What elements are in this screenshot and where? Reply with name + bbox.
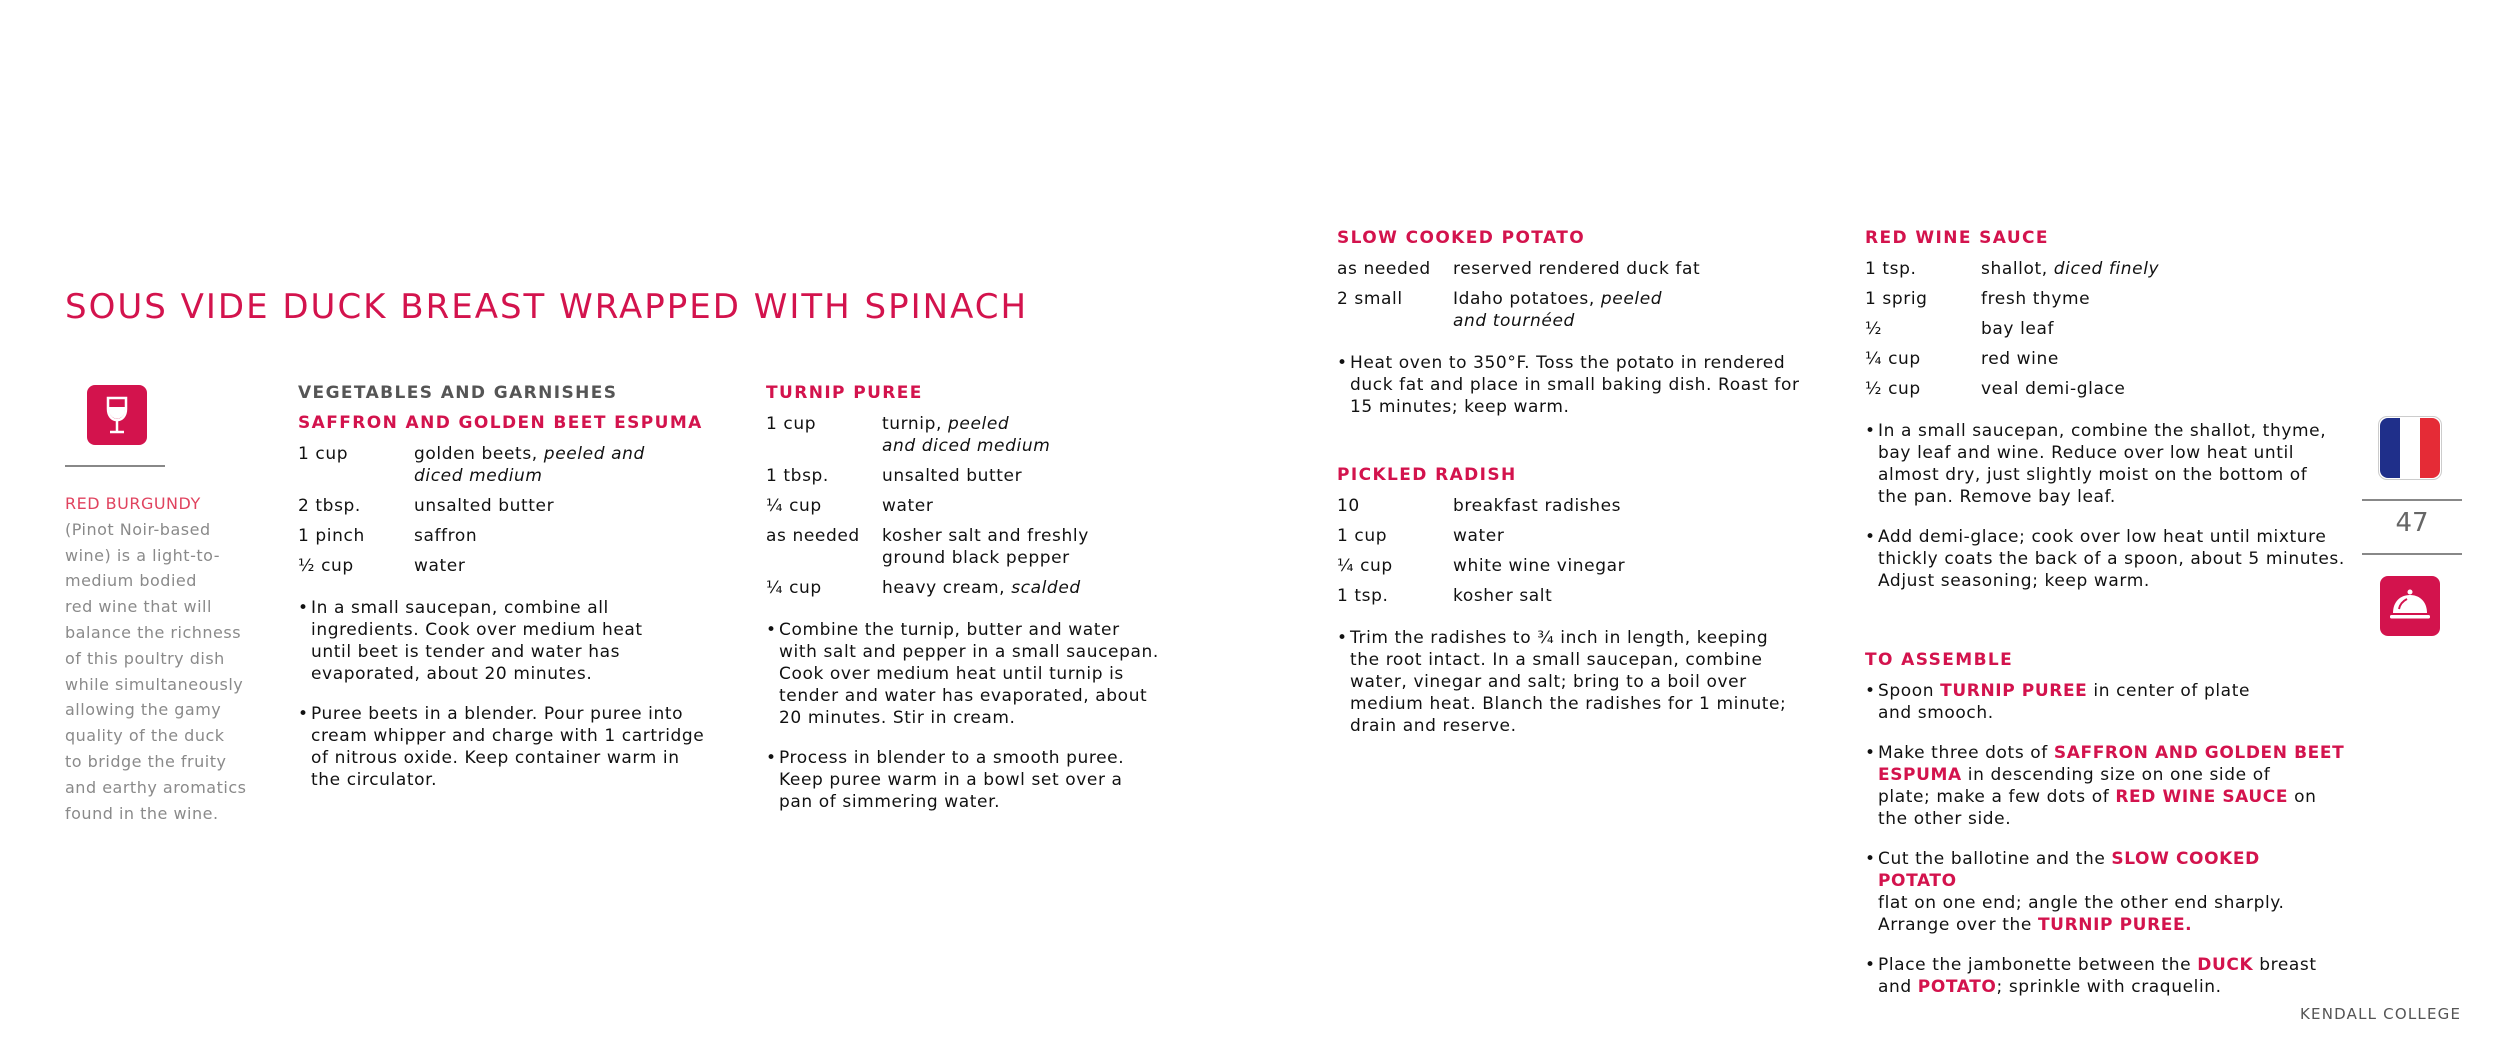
method-step [1865,680,2345,724]
component-reference: POTATO [1917,977,1997,997]
divider [2362,499,2462,501]
ingredient-name: water [882,496,934,516]
divider [2362,553,2462,555]
method-line: Add demi-glace; cook over low heat until mixture [1878,527,2327,547]
method-text: Make three dots of [1878,743,2054,763]
ingredient-note: peeled [948,414,1010,434]
ingredient-note: and diced medium [882,436,1051,456]
method-line: 20 minutes. Stir in cream. [779,708,1016,728]
method-step-text [1878,526,2345,592]
ingredient-item [1453,495,1807,517]
ingredient-qty: ¼ cup [1337,556,1393,576]
ingredient-name: water [414,556,466,576]
ingredient-name: Idaho potatoes, [1453,289,1601,309]
wine-pairing-note [65,491,250,826]
ingredient-row [1337,258,1807,280]
method-text: breast [2253,955,2317,975]
ingredient-item [882,525,1166,569]
method-line: until beet is tender and water has [311,642,621,662]
ingredient-row [298,555,718,577]
method-line: Process in blender to a smooth puree. [779,748,1125,768]
ingredient-qty: 1 cup [1337,526,1388,546]
method-text: flat on one end; angle the other end sharply. [1878,893,2285,913]
ingredient-name: unsalted butter [882,466,1023,486]
ingredient-name: bay leaf [1981,319,2055,339]
method-text: Spoon [1878,681,1941,701]
ingredient-qty: 2 small [1337,289,1403,309]
ingredient-name: unsalted butter [414,496,555,516]
sauce-section [1865,228,2345,610]
ingredient-item [414,555,718,577]
wine-description-line: while simultaneously [65,674,244,694]
section-heading: PICKLED RADISH [1337,465,1517,485]
page-number: 47 [2395,508,2429,538]
component-reference: ESPUMA [1878,765,1962,785]
ingredient-row [298,495,718,517]
ingredient-qty: ¼ cup [766,496,822,516]
ingredient-name: red wine [1981,349,2059,369]
method-list [298,597,718,791]
method-step-text [1350,627,1807,737]
method-list [1337,352,1807,418]
ingredient-name: reserved rendered duck fat [1453,259,1701,279]
wine-name: RED BURGUNDY [65,494,201,513]
method-line: of nitrous oxide. Keep container warm in [311,748,680,768]
ingredient-qty: as needed [1337,259,1431,279]
method-list [766,619,1166,813]
wine-description-line: found in the wine. [65,803,219,823]
component-reference: DUCK [2197,955,2254,975]
section-subheading: SAFFRON AND GOLDEN BEET ESPUMA [298,413,703,433]
bullet-dot: • [298,598,309,618]
wine-description-line: balance the richness [65,622,242,642]
method-step [1865,848,2345,936]
wine-description-line: of this poultry dish [65,648,225,668]
wine-description-line: and earthy aromatics [65,777,247,797]
ingredient-qty: 1 tsp. [1337,586,1389,606]
ingredient-name: shallot, [1981,259,2054,279]
method-list [1337,627,1807,737]
veg-section [298,383,718,809]
method-line: bay leaf and wine. Reduce over low heat until [1878,443,2295,463]
wine-description [65,517,250,827]
ingredient-list [1337,258,1807,332]
ingredient-row [766,495,1166,517]
method-text: in center of plate [2087,681,2251,701]
method-step [1865,954,2345,998]
method-step [1865,526,2345,592]
method-step-text [311,597,718,685]
method-step [1865,742,2345,830]
ingredient-qty: ½ cup [298,556,354,576]
method-text: Arrange over the [1878,915,2038,935]
method-text: Cut the ballotine and the [1878,849,2112,869]
method-line: Trim the radishes to ¾ inch in length, keeping [1350,628,1769,648]
ingredient-item [1453,525,1807,547]
ingredient-row [766,465,1166,487]
ingredient-item [882,577,1166,599]
component-reference: SLOW COOKED POTATO [1878,849,2260,891]
ingredient-row [1337,495,1807,517]
method-line: the root intact. In a small saucepan, combine [1350,650,1763,670]
ingredient-row [1865,318,2345,340]
method-text: and smooch. [1878,703,1994,723]
ingredient-qty: 2 tbsp. [298,496,361,516]
bullet-dot: • [298,704,309,724]
method-line: the pan. Remove bay leaf. [1878,487,2116,507]
ingredient-row [766,577,1166,599]
wine-description-line: wine) is a light-to- [65,545,220,565]
ingredient-row [1337,555,1807,577]
section-heading: VEGETABLES AND GARNISHES [298,383,618,403]
method-line: with salt and pepper in a small saucepan. [779,642,1159,662]
bullet-dot: • [1865,955,1876,975]
method-step [1337,627,1807,737]
component-reference: SAFFRON AND GOLDEN BEET [2053,743,2345,763]
method-step [766,747,1166,813]
method-line: Puree beets in a blender. Pour puree into [311,704,684,724]
wine-description-line: quality of the duck [65,726,225,746]
ingredient-name: golden beets, [414,444,544,464]
footer-brand: KENDALL COLLEGE [2300,1005,2462,1023]
serving-cloche-icon [2380,576,2440,636]
bullet-dot: • [1865,421,1876,441]
potato-section [1337,228,1807,436]
section-heading: SLOW COOKED POTATO [1337,228,1586,248]
method-line: ingredients. Cook over medium heat [311,620,643,640]
component-reference: TURNIP PUREE. [2037,915,2193,935]
ingredient-row [1865,378,2345,400]
ingredient-row [1337,525,1807,547]
ingredient-qty: 1 cup [766,414,817,434]
method-step [1337,352,1807,418]
ingredient-note: diced finely [2053,259,2160,279]
radish-section [1337,465,1807,755]
ingredient-name: kosher salt and freshly [882,526,1089,546]
section-heading: TURNIP PUREE [766,383,923,403]
method-line: thickly coats the back of a spoon, about 5 minutes. [1878,549,2345,569]
method-step [298,597,718,685]
ingredient-item [1981,318,2345,340]
ingredient-name: water [1453,526,1505,546]
method-line: drain and reserve. [1350,716,1517,736]
method-text: Place the jambonette between the [1878,955,2198,975]
ingredient-name: veal demi-glace [1981,379,2126,399]
ingredient-row [298,443,718,487]
ingredient-row [1865,258,2345,280]
method-line: Cook over medium heat until turnip is [779,664,1124,684]
bullet-dot: • [766,620,777,640]
method-line: Keep puree warm in a bowl set over a [779,770,1123,790]
ingredient-item [414,495,718,517]
method-step-text [1878,420,2345,508]
method-line: In a small saucepan, combine the shallot, thyme, [1878,421,2327,441]
bullet-dot: • [1865,527,1876,547]
ingredient-item [1453,258,1807,280]
ingredient-item [882,465,1166,487]
section-heading: TO ASSEMBLE [1865,650,2014,670]
method-line: evaporated, about 20 minutes. [311,664,593,684]
ingredient-qty: ¼ cup [1865,349,1921,369]
ingredient-row [1865,288,2345,310]
ingredient-item [882,495,1166,517]
ingredient-name: white wine vinegar [1453,556,1626,576]
ingredient-name: breakfast radishes [1453,496,1622,516]
ingredient-qty: 1 sprig [1865,289,1928,309]
ingredient-item [1453,555,1807,577]
assemble-section [1865,650,2345,1016]
method-list [1865,680,2345,998]
method-step-text [1878,954,2345,998]
ingredient-item [882,413,1166,457]
ingredient-item [414,443,718,487]
turnip-section [766,383,1166,831]
wine-glass-icon [87,385,147,445]
ingredient-note: scalded [1011,578,1081,598]
ingredient-list [766,413,1166,599]
method-step [766,619,1166,729]
divider [65,465,165,467]
bullet-dot: • [766,748,777,768]
method-step-text [311,703,718,791]
page-title: SOUS VIDE DUCK BREAST WRAPPED WITH SPINACH [65,287,1029,327]
ingredient-qty: ½ [1865,319,1883,339]
ingredient-qty: ¼ cup [766,578,822,598]
method-line: pan of simmering water. [779,792,1001,812]
ingredient-qty: 1 tsp. [1865,259,1917,279]
wine-description-line: medium bodied [65,571,197,591]
method-text: plate; make a few dots of [1878,787,2116,807]
ingredient-note: peeled and [543,444,645,464]
method-line: almost dry, just slightly moist on the bottom of [1878,465,2308,485]
component-reference: RED WINE SAUCE [2115,787,2289,807]
ingredient-note: ground black pepper [882,548,1070,568]
bullet-dot: • [1337,353,1348,373]
ingredient-note: and tournéed [1453,311,1575,331]
ingredient-item [1981,288,2345,310]
method-text: the other side. [1878,809,2012,829]
method-step-text [1350,352,1807,418]
method-step-text [779,747,1166,813]
method-step-text [1878,742,2345,830]
ingredient-name: fresh thyme [1981,289,2091,309]
wine-description-line: to bridge the fruity [65,751,227,771]
method-step-text [1878,848,2345,936]
method-line: In a small saucepan, combine all [311,598,609,618]
method-line: Combine the turnip, butter and water [779,620,1120,640]
ingredient-note: diced medium [414,466,543,486]
wine-description-line: (Pinot Noir-based [65,519,211,539]
method-list [1865,420,2345,592]
french-flag-icon [2380,418,2440,478]
method-line: 15 minutes; keep warm. [1350,397,1570,417]
ingredient-qty: as needed [766,526,860,546]
bullet-dot: • [1865,849,1876,869]
ingredient-item [414,525,718,547]
ingredient-row [1337,585,1807,607]
ingredient-qty: ½ cup [1865,379,1921,399]
wine-description-line: red wine that will [65,597,212,617]
ingredient-qty: 1 cup [298,444,349,464]
method-text: in descending size on one side of [1961,765,2271,785]
ingredient-list [1337,495,1807,607]
method-line: water, vinegar and salt; bring to a boil over [1350,672,1747,692]
ingredient-row [766,525,1166,569]
method-text: ; sprinkle with craquelin. [1996,977,2222,997]
bullet-dot: • [1337,628,1348,648]
ingredient-row [298,525,718,547]
method-text: on [2288,787,2317,807]
bullet-dot: • [1865,681,1876,701]
method-line: Adjust seasoning; keep warm. [1878,571,2150,591]
ingredient-item [1981,378,2345,400]
method-line: medium heat. Blanch the radishes for 1 minute; [1350,694,1787,714]
ingredient-name: saffron [414,526,478,546]
method-step-text [779,619,1166,729]
method-line: tender and water has evaporated, about [779,686,1148,706]
ingredient-row [1865,348,2345,370]
method-line: cream whipper and charge with 1 cartridge [311,726,705,746]
method-line: Heat oven to 350°F. Toss the potato in rendered [1350,353,1786,373]
ingredient-qty: 1 pinch [298,526,365,546]
method-text: and [1878,977,1918,997]
ingredient-item [1453,288,1807,332]
section-heading: RED WINE SAUCE [1865,228,2049,248]
ingredient-list [298,443,718,577]
ingredient-list [1865,258,2345,400]
ingredient-item [1453,585,1807,607]
ingredient-name: turnip, [882,414,949,434]
method-step [1865,420,2345,508]
ingredient-item [1981,258,2345,280]
ingredient-qty: 10 [1337,496,1360,516]
bullet-dot: • [1865,743,1876,763]
method-line: the circulator. [311,770,438,790]
wine-description-line: allowing the gamy [65,700,222,720]
ingredient-name: heavy cream, [882,578,1012,598]
method-step-text [1878,680,2345,724]
ingredient-item [1981,348,2345,370]
method-line: duck fat and place in small baking dish. Roast for [1350,375,1800,395]
component-reference: TURNIP PUREE [1940,681,2088,701]
method-step [298,703,718,791]
ingredient-name: kosher salt [1453,586,1553,606]
ingredient-qty: 1 tbsp. [766,466,829,486]
ingredient-row [1337,288,1807,332]
ingredient-row [766,413,1166,457]
ingredient-note: peeled [1600,289,1663,309]
